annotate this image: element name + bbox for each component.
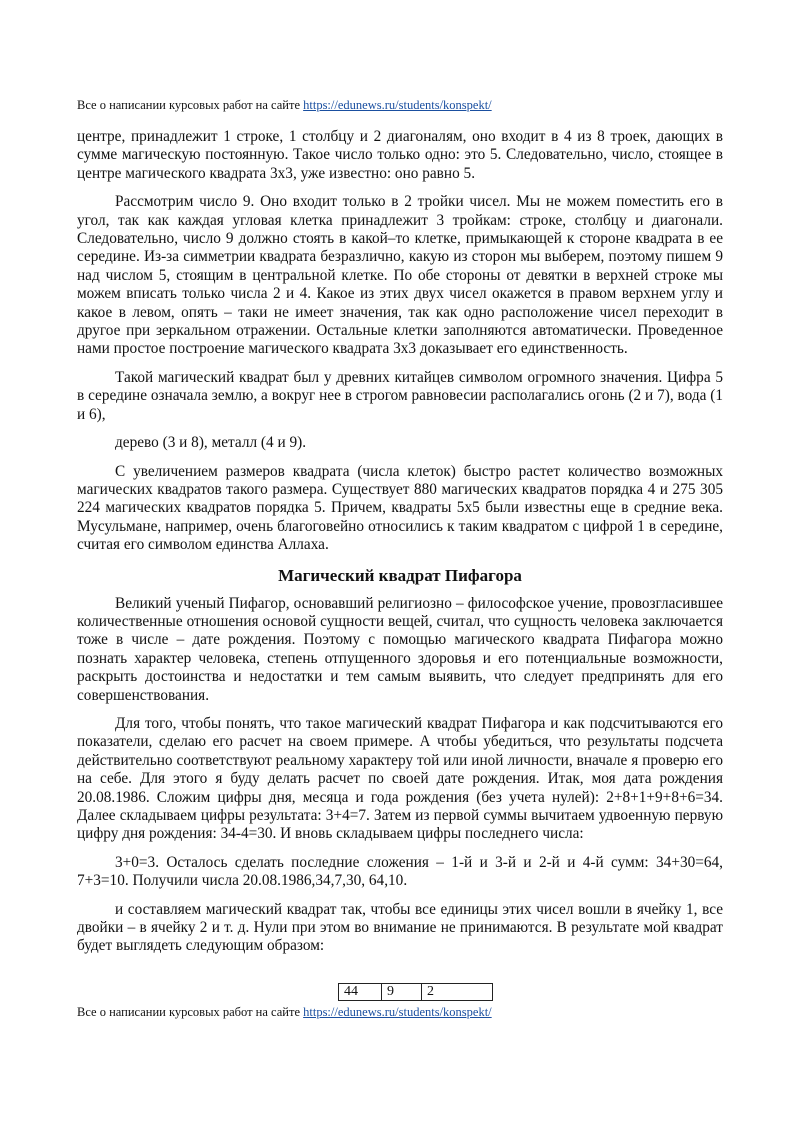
table-cell: 2 [422, 984, 493, 1001]
footer-link[interactable]: https://edunews.ru/students/konspekt/ [303, 1005, 492, 1019]
magic-square-table [338, 983, 493, 1001]
paragraph: Для того, чтобы понять, что такое магический квадрат Пифагора и как подсчитываются его показатели, сделаю его расчет на своем примере. А чтобы убедиться, что результаты подсчета действительно соответствуют реальному характеру той или иной личности, вначале я проверю его на себе. Для этого я буду делать расчет по своей дате рождения. Итак, моя дата рождения 20.08.1986. Сложим цифры дня, месяца и года рождения (без учета нулей): 2+8+1+9+8+6=34. Далее складываем цифры результата: 3+4=7. Затем из первой суммы вычитаем удвоенную первую цифру дня рождения: 34-4=30. И вновь складываем цифры последнего числа: [77, 714, 723, 843]
page-header [77, 97, 492, 113]
paragraph: Рассмотрим число 9. Оно входит только в 2 тройки чисел. Мы не можем поместить его в угол, так как каждая угловая клетка принадлежит 3 тройкам: строке, столбцу и диагонали. Следовательно, число 9 должно стоять в какой–то клетке, примыкающей к стороне квадрата в ее середине. Из-за симметрии квадрата безразлично, какую из сторон мы выберем, поэтому пишем 9 над числом 5, стоящим в центральной клетке. По обе стороны от девятки в верхней строке мы можем вписать только числа 2 и 4. Какое из этих двух чисел окажется в правом верхнем углу и какое в левом, опять – таки не имеет значения, так как одно расположение чисел переходит в другое при зеркальном отражении. Остальные клетки заполняются автоматически. Проведенное нами простое построение магического квадрата 3х3 доказывает его единственность. [77, 193, 723, 358]
header-text: Все о написании курсовых работ на сайте [77, 98, 304, 112]
paragraph: 3+0=3. Осталось сделать последние сложения – 1-й и 3-й и 2-й и 4-й сумм: 34+30=64, 7+3=10. Получили числа 20.08.1986,34,7,30, 64,10. [77, 853, 723, 890]
header-link[interactable]: https://edunews.ru/students/konspekt/ [303, 98, 492, 112]
table-cell: 9 [382, 984, 422, 1001]
table-cell: 44 [339, 984, 382, 1001]
document-body [77, 128, 723, 966]
table-row [339, 984, 493, 1001]
footer-text: Все о написании курсовых работ на сайте [77, 1005, 304, 1019]
paragraph: Такой магический квадрат был у древних китайцев символом огромного значения. Цифра 5 в середине означала землю, а вокруг нее в строгом равновесии располагались огонь (2 и 7), вода (1 и 6), [77, 368, 723, 423]
page-footer [77, 1004, 492, 1020]
section-title: Магический квадрат Пифагора [278, 565, 522, 585]
paragraph: центре, принадлежит 1 строке, 1 столбцу и 2 диагоналям, оно входит в 4 из 8 троек, дающих в сумме магическую постоянную. Такое число только одно: это 5. Следовательно, число, стоящее в центре магического квадрата 3х3, уже известно: оно равно 5. [77, 128, 723, 182]
paragraph: С увеличением размеров квадрата (числа клеток) быстро растет количество возможных магических квадратов такого размера. Существует 880 магических квадратов порядка 4 и 275 305 224 магических квадратов порядка 5. Причем, квадраты 5х5 были известны еще в средние века. Мусульмане, например, очень благоговейно относились к таким квадратом с цифрой 1 в середине, считая его символом единства Аллаха. [77, 462, 723, 554]
paragraph: и составляем магический квадрат так, чтобы все единицы этих чисел вошли в ячейку 1, все двойки – в ячейку 2 и т. д. Нули при этом во внимание не принимаются. В результате мой квадрат будет выглядеть следующим образом: [77, 900, 723, 955]
paragraph: дерево (3 и 8), металл (4 и 9). [115, 434, 307, 452]
paragraph: Великий ученый Пифагор, основавший религиозно – философское учение, провозгласившее количественные отношения основой сущности вещей, считал, что сущность человека заключается тоже в числе – дате рождения. Поэтому с помощью магического квадрата Пифагора можно познать характер человека, степень отпущенного здоровья и его потенциальные возможности, раскрыть достоинства и недостатки и тем самым выявить, что следует предпринять для его совершенствования. [77, 594, 723, 704]
